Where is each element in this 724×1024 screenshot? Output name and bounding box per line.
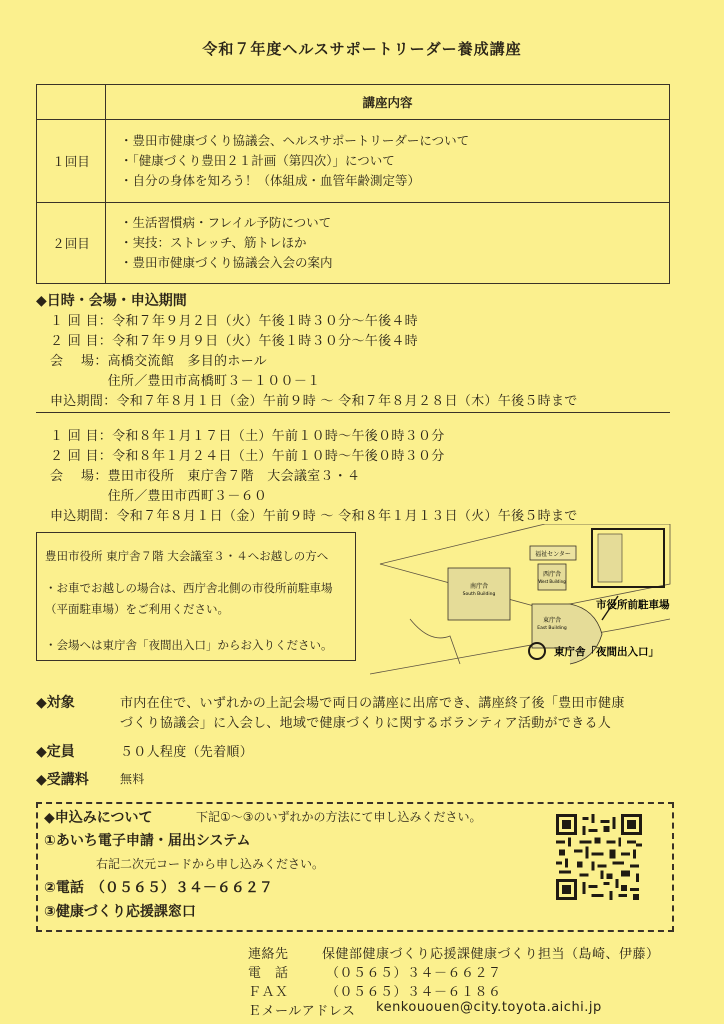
map-note-line: ・会場へは東庁舎「夜間出入口」からお入りください。 (45, 638, 333, 652)
schedule-heading: ◆日時・会場・申込期間 (36, 293, 187, 309)
application-period: 申込期間：令和７年８月１日（金）午前９時 ～ 令和７年８月２８日（木）午後５時まで (50, 394, 578, 409)
parking-label: 市役所前駐車場 (596, 599, 670, 611)
course-item: ・豊田市健康づくり協議会入会の案内 (120, 255, 333, 270)
schedule-line: ２ 回 目：令和８年１月２４日（土）午前１０時～午後０時３０分 (50, 449, 445, 464)
course-table-header: 講座内容 (106, 85, 670, 120)
course-table (36, 84, 670, 284)
east-building-label: 東庁舎 (542, 617, 562, 624)
apply-method-phone: ②電話 （０５６５）３４－６６２７ (44, 880, 273, 896)
course-row-label: ２回目 (37, 203, 106, 284)
east-building-label-en: East Building (537, 626, 567, 631)
target-text: 市内在住で、いずれかの上記会場で両日の講座に出席でき、講座終了後「豊田市健康 (120, 696, 625, 711)
fax-number: （０５６５）３４－６１８６ (326, 985, 502, 1000)
apply-method-online: ①あいち電子申請・届出システム (44, 833, 251, 849)
entrance-label: 東庁舎「夜間出入口」 (554, 646, 659, 658)
welfare-center-label: 福祉センター (535, 551, 571, 558)
course-row-2 (37, 203, 670, 284)
address-line: 住所／豊田市高橋町３－１００－１ (50, 374, 321, 389)
map-note-title: 豊田市役所 東庁舎７階 大会議室３・４へお越しの方へ (45, 549, 329, 563)
west-building-label: 西庁舎 (542, 571, 562, 578)
venue-line: 会 場：豊田市役所 東庁舎７階 大会議室３・４ (50, 469, 361, 484)
course-item: ・豊田市健康づくり協議会、ヘルスサポートリーダーについて (120, 133, 470, 148)
map-note-box (36, 532, 356, 661)
west-building-label-en: West Building (538, 579, 566, 584)
section-divider (36, 412, 670, 413)
application-period: 申込期間：令和７年８月１日（金）午前９時 ～ 令和８年１月１３日（火）午後５時まで (50, 509, 578, 524)
apply-method-online-note: 右記二次元コードから申し込みください。 (96, 857, 325, 871)
address-line: 住所／豊田市西町３－６０ (50, 489, 268, 504)
city-hall-map (370, 524, 690, 684)
venue-line: 会 場：高橋交流館 多目的ホール (50, 354, 267, 369)
course-item: ・実技：ストレッチ、筋トレほか (120, 235, 307, 250)
qr-code-icon[interactable] (556, 814, 642, 900)
phone-number: （０５６５）３４－６６２７ (326, 966, 502, 981)
email-address[interactable]: kenkououen@city.toyota.aichi.jp (376, 1000, 602, 1015)
schedule-line: １ 回 目：令和８年１月１７日（土）午前１０時～午後０時３０分 (50, 429, 445, 444)
schedule-line: ２ 回 目：令和７年９月９日（火）午後１時３０分～午後４時 (50, 334, 418, 349)
map-note-line: （平面駐車場）をご利用ください。 (45, 602, 229, 616)
target-text: づくり協議会」に入会し、地域で健康づくりに関するボランティア活動ができる人 (120, 716, 612, 731)
course-row-label: １回目 (37, 120, 106, 203)
phone-label: 電 話 (248, 966, 289, 981)
course-item: ・自分の身体を知ろう！（体組成・血管年齢測定等） (120, 173, 421, 188)
course-item: ・「健康づくり豊田２１計画（第四次）」について (120, 153, 395, 168)
email-label: Ｅメールアドレス (248, 1004, 356, 1019)
south-building-label-en: South Building (462, 592, 496, 597)
apply-method-counter: ③健康づくり応援課窓口 (44, 904, 196, 920)
course-row-content (106, 120, 670, 203)
fee-text: 無料 (120, 772, 145, 786)
page-title: 令和７年度ヘルスサポートリーダー養成講座 (202, 40, 522, 58)
schedule-line: １ 回 目：令和７年９月２日（火）午後１時３０分～午後４時 (50, 314, 418, 329)
south-building-label: 南庁舎 (469, 583, 489, 590)
application-heading: ◆申込みについて (44, 810, 153, 826)
contact-label: 連絡先 (248, 947, 289, 962)
map-note-line: ・お車でお越しの場合は、西庁舎北側の市役所前駐車場 (45, 581, 333, 595)
course-table-corner (37, 85, 106, 120)
parking-lot (598, 534, 622, 582)
fax-label: ＦＡＸ (248, 985, 289, 1000)
course-row-1 (37, 120, 670, 203)
capacity-text: ５０人程度（先着順） (120, 745, 254, 760)
capacity-label: ◆定員 (36, 744, 75, 760)
course-row-content (106, 203, 670, 284)
application-note: 下記①～③のいずれかの方法にて申し込みください。 (196, 810, 482, 824)
fee-label: ◆受講料 (36, 772, 89, 788)
target-label: ◆対象 (36, 695, 75, 711)
contact-department: 保健部健康づくり応援課健康づくり担当（島崎、伊藤） (322, 947, 660, 962)
course-item: ・生活習慣病・フレイル予防について (120, 215, 332, 230)
